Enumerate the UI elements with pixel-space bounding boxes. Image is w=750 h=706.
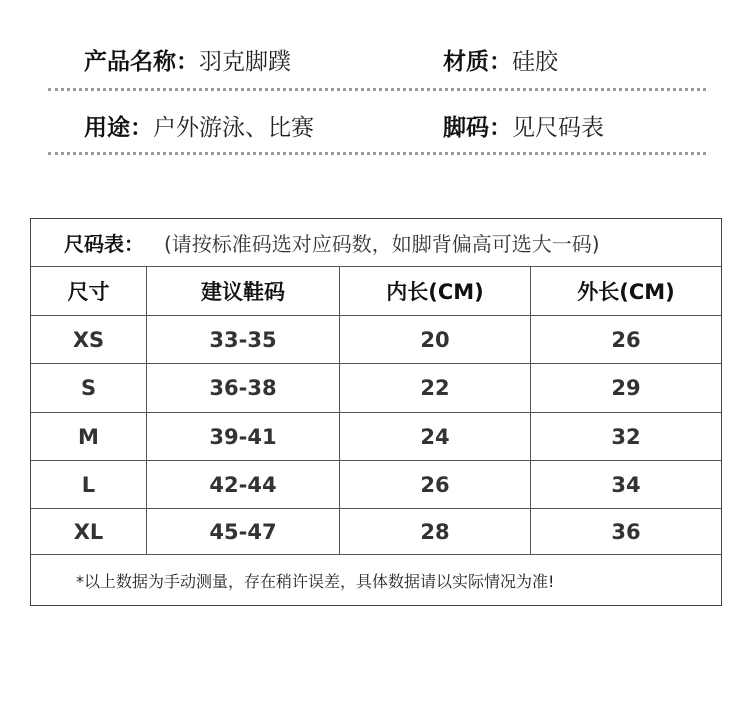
- cell-outer-length: 36: [611, 519, 641, 544]
- cell-shoe-size: 33-35: [147, 316, 340, 363]
- spec-label-product-name: 产品名称：: [84, 48, 199, 75]
- cell-size: XS: [31, 316, 147, 363]
- table-header-row: [31, 267, 721, 316]
- spec-material: [443, 43, 558, 76]
- table-row: [31, 509, 721, 555]
- spec-value-product-name: 羽克脚蹼: [199, 48, 291, 75]
- spec-value-material: 硅胶: [512, 48, 558, 75]
- spec-label-material: 材质：: [443, 48, 512, 75]
- size-chart-title: 尺码表：: [64, 232, 144, 256]
- cell-outer-length: 34: [611, 472, 641, 497]
- cell-inner-length: 28: [340, 509, 531, 554]
- measurement-note: *以上数据为手动测量，存在稍许误差，具体数据请以实际情况为准!: [76, 571, 555, 591]
- spec-label-usage: 用途：: [84, 114, 153, 141]
- size-chart-title-note: (请按标准码选对应码数，如脚背偏高可选大一码): [164, 232, 600, 256]
- dotted-divider-1: [48, 88, 706, 91]
- cell-size: M: [31, 413, 147, 460]
- cell-size: S: [31, 364, 147, 412]
- table-row: [31, 461, 721, 509]
- spec-row-2: [50, 107, 706, 143]
- cell-outer-length: 26: [611, 327, 641, 352]
- cell-shoe-size: 36-38: [147, 364, 340, 412]
- spec-row-1: [50, 41, 706, 77]
- cell-shoe-size: 42-44: [147, 461, 340, 508]
- cell-size: XL: [31, 509, 147, 554]
- cell-outer-length: 29: [611, 376, 641, 400]
- header-inner-length: 内长(CM): [340, 267, 531, 315]
- cell-shoe-size: 45-47: [147, 509, 340, 554]
- table-row: [31, 364, 721, 413]
- cell-inner-length: 26: [340, 461, 531, 508]
- header-size: 尺寸: [31, 267, 147, 315]
- header-shoe-size: 建议鞋码: [147, 267, 340, 315]
- table-row: [31, 316, 721, 364]
- cell-size: L: [31, 461, 147, 508]
- spec-label-foot-size: 脚码：: [443, 114, 512, 141]
- cell-inner-length: 20: [340, 316, 531, 363]
- cell-inner-length: 22: [340, 364, 531, 412]
- table-row: [31, 413, 721, 461]
- size-chart-table: [30, 218, 722, 606]
- cell-inner-length: 24: [340, 413, 531, 460]
- header-outer-length: 外长(CM): [577, 280, 675, 304]
- spec-usage: [84, 109, 314, 142]
- cell-outer-length: 32: [611, 424, 641, 449]
- spec-product-name: [84, 43, 291, 76]
- dotted-divider-2: [48, 152, 706, 155]
- table-note-row: [31, 555, 721, 605]
- size-chart-title-row: [31, 219, 721, 267]
- cell-shoe-size: 39-41: [147, 413, 340, 460]
- spec-foot-size: [443, 109, 604, 142]
- spec-value-foot-size: 见尺码表: [512, 114, 604, 141]
- spec-value-usage: 户外游泳、比赛: [153, 114, 314, 141]
